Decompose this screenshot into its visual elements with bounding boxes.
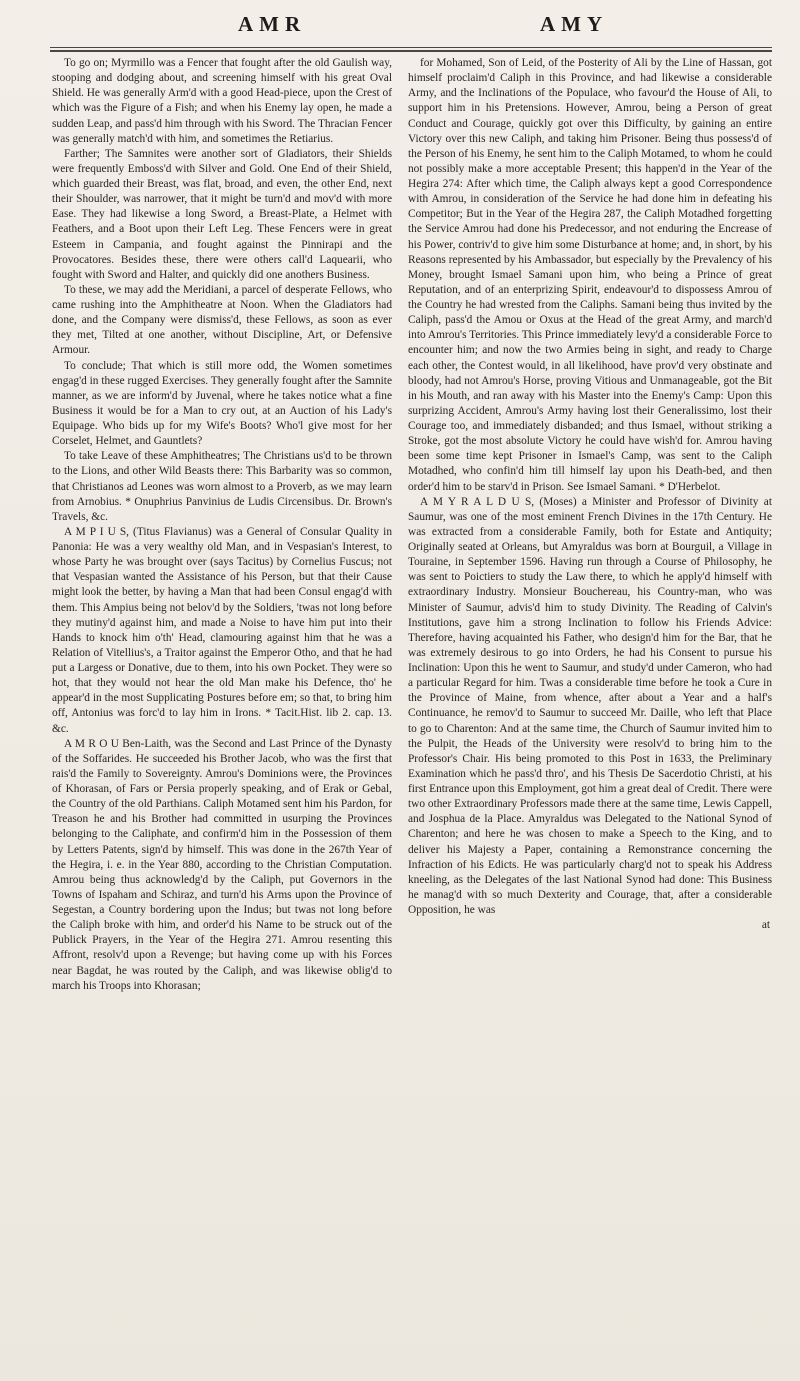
entry-ampius: A M P I U S, (Titus Flavianus) was a General of Consular Quality in Panonia: He was a very wealthy old Man, and in Vespasian's Interest, to whose Party he was brought over (says Tacitus) by Cornelius Fuscus; not that Vespasian wanted the Assistance of his Person, but that their Cause might look the better, by having a Man that had been Consul engag'd with them. This Ampius being not belov'd by the Soldiers, 'twas not long before they mutiny'd against him, and made a Noise to have him put into their Hands to knock him o'th' Head, clamouring against him that he was a Relation of Vitellius's, a Traitor against the Emperor Otho, and that he had put a Largess or Donative, due to them, into his own Pocket. They were so hot, that they would not hear the old Man make his Defence, tho' he appear'd in the most Supplicating Postures before em; so that, to bring him off, Antonius was forc'd to lay him in Irons. * Tacit.Hist. lib 2. cap. 13. &c. xyxy=(52,525,392,735)
header-rule-thin xyxy=(50,47,772,48)
paragraph-women: To conclude; That which is still more odd, the Women sometimes engag'd in these rugged Exercises. They generally fought after the Samnite manner, as we are inform'd by Juvenal, where he takes notice what a fine Business it would be for a Man to cry out, at an Auction of his Lady's Equipage. Who bids up for my Wife's Boots? Who'l give most for her Corselet, Helmet, and Gauntlets? xyxy=(52,359,392,448)
header-rule-thick xyxy=(50,50,772,52)
paragraph-amrou-continued: for Mohamed, Son of Leid, of the Posterity of Ali by the Line of Hassan, got himself proclaim'd Caliph in this Province, and had likewise a considerable Army, and the Inclinations of the Populace, who favour'd the House of Ali, to support him in his Pretensions. However, Amrou, being a Person of great Conduct and Courage, quickly got over this Difficulty, by gaining an entire Victory over this new Caliph, and taking him Prisoner. Being thus possess'd of the Person of his Enemy, he sent him to the Caliph Motamed, to whom he could not possibly make a more acceptable Present; this happen'd in the Year of the Hegira 274: After which time, the Caliph always kept a good Correspondence with Amrou, in consideration of the Service he had done him in defeating his Competitor; But in the Year of the Hegira 287, the Caliph Motadhed forgetting the Service Amrou had done his Predecessor, and not enduring the Encrease of his Power, contriv'd to give him some Disturbance at home; and, in short, by his Reasons represented by his Ambassador, but especially by the Prevalency of his Money, brought Ismael Samani upon him, who being a Prince of great Reputation, and of an enterprizing Spirit, endeavour'd to dispossess Amrou of the Country he had wrested from the Caliphs. Samani being thus invited by the Caliph, pass'd the Amou or Oxus at the Head of the great Army, and march'd into Amrou's Territories. This Prince immediately levy'd a considerable Force to encounter him; and now the two Armies being in sight, and ready to Charge each other, the Contest would, in all likelihood, have prov'd very obstinate and bloody, had not Amrou's Horse, proving Vitious and Unmanageable, got the Bit in his Mouth, and ran away with his Master into the Enemy's Camp: Upon this surprizing Accident, Amrou's Army having lost their Generalissimo, lost their Courage too, and immediately disbanded; and thus Ismael, without striking a Stroke, got the most absolute Victory he could have wish'd for. Amrou having been some time kept Prisoner in Ismael's Camp, was sent to the Caliph Motadhed, who confin'd him till himself lay upon his Death-bed, and then order'd him to be starv'd in Prison. See Ismael Samani. * D'Herbelot. xyxy=(408,57,772,493)
left-column xyxy=(52,56,392,1374)
paragraph-samnites: Farther; The Samnites were another sort of Gladiators, their Shields were frequently Emboss'd with Silver and Gold. One End of their Shield, which guarded their Breast, was flat, broad, and even, the other End, next their Shoulder, was narrower, that it might be turn'd and mov'd with more Ease. They had likewise a long Sword, a Breast-Plate, a Helmet with Feathers, and a Boot upon their Left Leg. These Fencers were in great Esteem in Campania, and fought against the Pinnirapi and the Provocatores. Besides these, there were others call'd Laquearii, who fought with Sword and Halter, and quickly did one anothers Business. xyxy=(52,147,392,281)
catchword: at xyxy=(761,919,770,932)
entry-amyraldus: A M Y R A L D U S, (Moses) a Minister and Professor of Divinity at Saumur, was one of the most eminent French Divines in the 17th Century. He was extracted from a considerable Family, both for Estate and Antiquity; Originally seated at Orleans, but Amyraldus was born at Bourguil, a Village in Touraine, in September 1596. Having run through a Course of Philosophy, he was sent to Poictiers to study the Law there, to which he apply'd himself with extraordinary Industry. Monsieur Bouchereau, his Country-man, who was Minister of Saumur, advis'd him to study Divinity. The Reading of Calvin's Institutions, gave him a strong Inclination to follow his Friends Advice: Therefore, having acquainted his Father, who design'd him for the Bar, that he was extremely desirous to go into Orders, he had his Consent to pursue his Inclination: Upon this he went to Saumur, and study'd under Cameron, who had a particular Regard for him. Twas a considerable time before he took a Cure in the Province of Maine, from whence, after about a Year and a half's Continuance, he remov'd to Saumur to succeed Mr. Daille, who left that Place to go to Charenton: And at the same time, the Church of Saumur invited him to the Pulpit, the Heads of the University were resolv'd to bring him to the Professor's Chair. His being promoted to this Post in 1633, the Preliminary Examination which he pass'd thro', and his Thesis De Sacerdotio Christi, at his first Entrance upon this Employment, got him a great deal of Credit. There were two other Extraordinary Professors made there at the same time, Lewis Cappell, and Josphua de la Place. Amyraldus was Delegated to the National Synod of Charenton; and here he was chosen to make a Speech to the King, and to deliver his Majesty a Paper, containing a Remonstrance concerning the Infraction of his Edicts. He was particularly charg'd not to speak his Address kneeling, as the Delegates of the last National Synod had done: This Business he manag'd with so much Dexterity and Courage, that, after a considerable Opposition, he was xyxy=(408,495,772,916)
paragraph-meridiani: To these, we may add the Meridiani, a parcel of desperate Fellows, who came rushing into the Amphitheatre at Noon. When the Gladiators had done, and the Company were dismiss'd, these Fellows, as soon as ever they met, Tilted at one another, without Discipline, Art, or Defensive Armour. xyxy=(52,283,392,357)
right-column xyxy=(408,56,772,1374)
running-head-right: AMY xyxy=(540,12,609,36)
column-gutter xyxy=(399,56,400,1374)
paragraph-christians: To take Leave of these Amphitheatres; The Christians us'd to be thrown to the Lions, and other Wild Beasts there: This Barbarity was so common, that Christianos ad Leones was worn almost to a Proverb, as we may learn from Arnobius. * Onuphrius Panvinius de Ludis Circensibus. Dr. Brown's Travels, &c. xyxy=(52,450,392,523)
entry-amrou: A M R O U Ben-Laith, was the Second and Last Prince of the Dynasty of the Soffarides. He succeeded his Brother Jacob, who was the first that rais'd the Family to Sovereignty. Amrou's Dominions were, the Provinces of Khorasan, of Fars or Persia properly speaking, and of Erak or Gebal, the Country of the old Parthians. Caliph Motamed sent him his Pardon, for Treason he and his Brother had committed in usurping the Provinces belonging to the Caliphate, and confirm'd him in the Possession of them by Letters Patents, sign'd by himself. This was done in the 267th Year of the Hegira, i. e. in the Year 880, according to the Christian Computation. Amrou being thus acknowledg'd by the Caliph, put Governors in the Towns of Ispaham and Schiraz, and turn'd his Arms upon the Province of Segestan, a Country bordering upon the Indus; but twas not long before the Caliph broke with him, and order'd his Name to be struck out of the Publick Prayers, in the Year of the Hegira 271. Amrou resenting this Affront, resolv'd upon a Revenge; but having come up with his Forces near Bagdat, he was routed by the Caliph, and was likewise oblig'd to march his Troops into Khorasan; xyxy=(52,737,392,992)
running-head-left: AMR xyxy=(238,12,307,36)
paragraph-myrmillo: To go on; Myrmillo was a Fencer that fought after the old Gaulish way, stooping and dodging about, and screening himself with his great Oval Shield. He was generally Arm'd with a good Head-piece, upon the Crest of which was the Figure of a Fish; and when his Enemy lay open, he made a sudden Leap, and pass'd him through with his Sword. The Thracian Fencer was generally match'd with him, and sometimes the Retiarius. xyxy=(52,57,392,145)
